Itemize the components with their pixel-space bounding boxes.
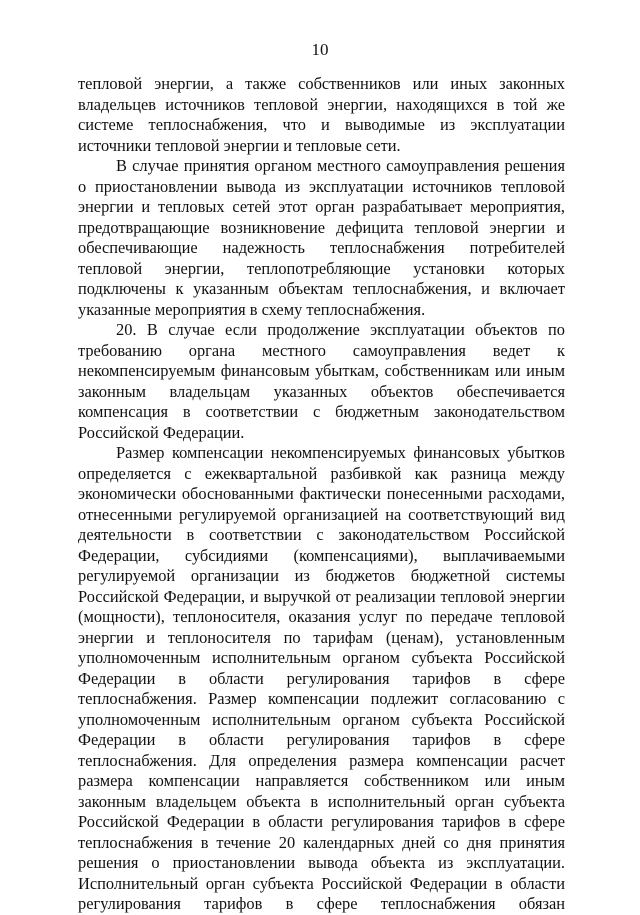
paragraph-compensation-amount: Размер компенсации некомпенсируемых финансовых убытков определяется с ежеквартальной разбивкой как разница между экономически обоснованными фактически понесенными расходами, отнесенными регулируемой организацией на соответствующий вид деятельности в соответствии с законодательством Российской Федерации, субсидиями (компенсациями), выплачиваемыми регулируемой организации из бюджетов бюджетной системы Российской Федерации, и выручкой от реализации тепловой энергии (мощности), теплоносителя, оказания услуг по передаче тепловой энергии и теплоносителя по тарифам (ценам), установленным уполномоченным исполнительным органом субъекта Российской Федерации в области регулирования тарифов в сфере теплоснабжения. Размер компенсации подлежит согласованию с уполномоченным исполнительным органом субъекта Российской Федерации в области регулирования тарифов в сфере теплоснабжения. Для определения размера компенсации расчет размера компенсации направляется собственником или иным законным владельцем объекта в исполнительный орган субъекта Российской Федерации в области регулирования тарифов в сфере теплоснабжения в течение 20 календарных дней со дня принятия решения о приостановлении вывода объекта из эксплуатации. Исполнительный орган субъекта Российской Федерации в области регулирования тарифов в сфере теплоснабжения обязан — [78, 443, 565, 913]
page-number: 10 — [311, 40, 329, 59]
document-body — [78, 74, 565, 915]
paragraph-continuation: тепловой энергии, а также собственников или иных законных владельцев источников тепловой энергии, находящихся в той же системе теплоснабжения, что и выводимые из эксплуатации источники тепловой энергии и тепловые сети. — [78, 74, 565, 155]
paragraph-suspension-measures: В случае принятия органом местного самоуправления решения о приостановлении вывода из эксплуатации источников тепловой энергии и тепловых сетей этот орган разрабатывает мероприятия, предотвращающие возникновение дефицита тепловой энергии и обеспечивающие надежность теплоснабжения потребителей тепловой энергии, теплопотребляющие установки которых подключены к указанным объектам теплоснабжения, и включает указанные мероприятия в схему теплоснабжения. — [78, 156, 565, 319]
paragraph-clause-20: 20. В случае если продолжение эксплуатации объектов по требованию органа местного самоуправления ведет к некомпенсируемым финансовым убыткам, собственникам или иным законным владельцам указанных объектов обеспечивается компенсация в соответствии с бюджетным законодательством Российской Федерации. — [78, 320, 565, 442]
